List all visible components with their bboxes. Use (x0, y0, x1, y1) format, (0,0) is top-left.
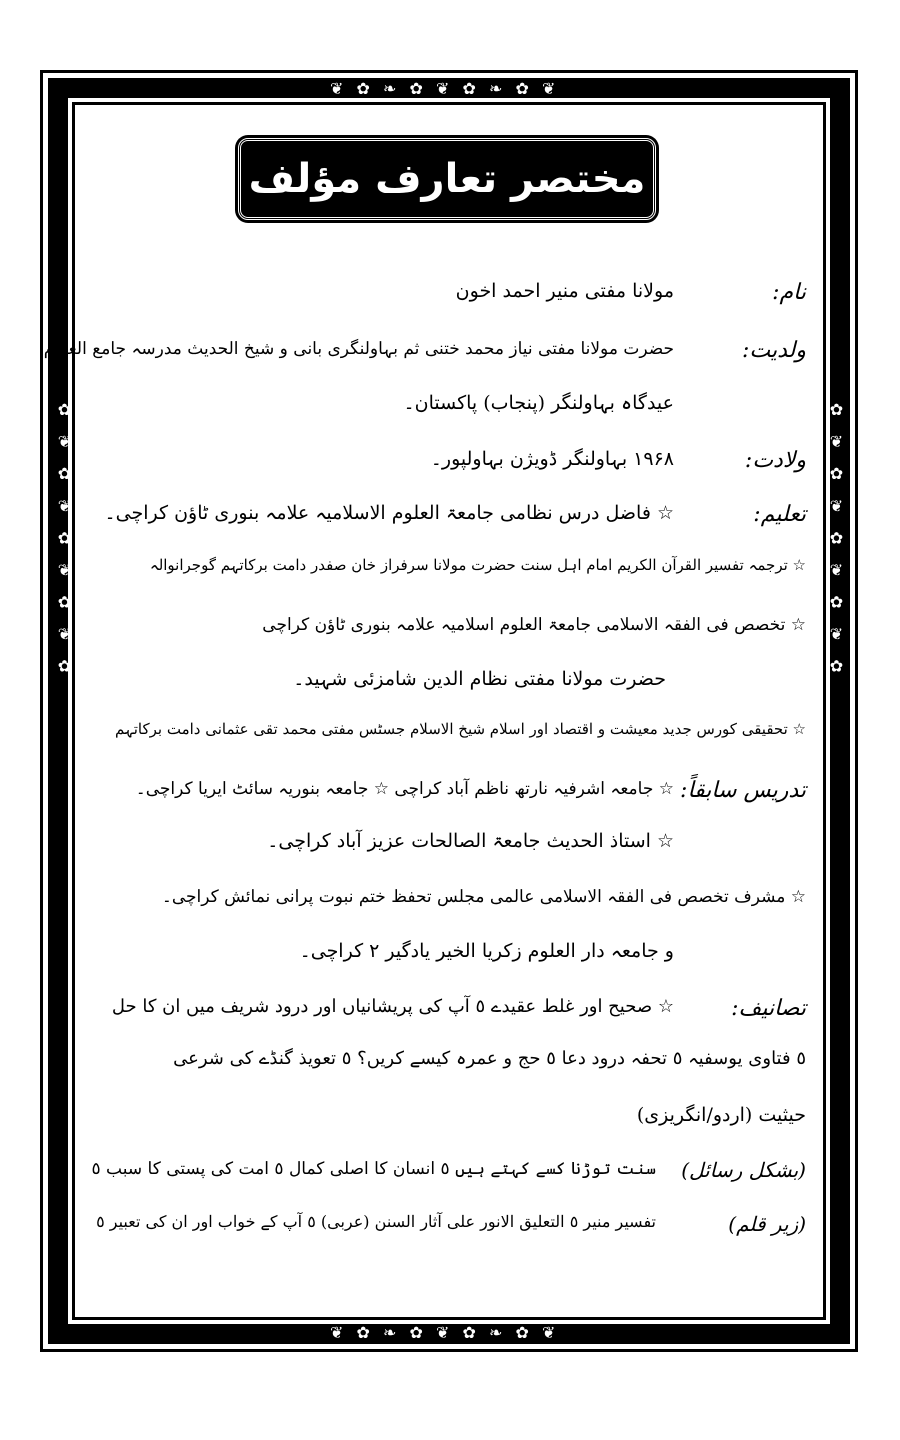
name-row (92, 280, 806, 314)
in-progress-value: تفسیر منیر ٥ التعلیق الانور علی آثار السنن (عربی) ٥ آپ کے خواب اور ان کی تعبیر ٥ (96, 1212, 656, 1231)
works-item-2: ٥ فتاوی یوسفیہ ٥ تحفہ درود دعا ٥ حج و عمرہ کیسے کریں؟ ٥ تعویذ گنڈے کی شرعی (173, 1048, 806, 1069)
education-item-5: ☆ تحقیقی کورس جدید معیشت و اقتصاد اور اسلام شیخ الاسلام جسٹس مفتی محمد تقی عثمانی دامت برکاتہم (114, 720, 806, 738)
works-item-1: ☆ صحیح اور غلط عقیدے ٥ آپ کی پریشانیاں اور درود شریف میں ان کا حل (111, 996, 674, 1017)
booklets-row (92, 1158, 806, 1192)
teaching-row (92, 778, 806, 812)
education-label: تعلیم: (753, 502, 806, 527)
name-value: مولانا مفتی منیر احمد اخون (455, 280, 674, 302)
parentage-row-2 (92, 392, 806, 426)
education-item-1: ☆ فاضل درس نظامی جامعۃ العلوم الاسلامیہ علامہ بنوری ٹاؤن کراچی۔ (104, 502, 674, 524)
education-item-3: ☆ تخصص فی الفقہ الاسلامی جامعۃ العلوم اسلامیہ علامہ بنوری ٹاؤن کراچی (262, 615, 806, 635)
right-ornament: ✿ ❦ ✿ ❦ ✿ ❦ ✿ ❦ ✿ (827, 400, 846, 680)
birth-label: ولادت: (744, 448, 806, 473)
birth-value: ۱۹۶۸ بہاولنگر ڈویژن بہاولپور۔ (430, 448, 674, 470)
parentage-row (43, 338, 806, 372)
birth-row (92, 448, 806, 482)
works-row (92, 996, 806, 1030)
education-item-4: حضرت مولانا مفتی نظام الدین شامزئی شہید۔ (293, 668, 666, 690)
teaching-item-4: و جامعہ دار العلوم زکریا الخیر یادگیر ۲ کراچی۔ (299, 940, 674, 962)
teaching-row-4 (92, 940, 806, 974)
title-banner (238, 138, 656, 220)
bottom-ornament: ❦ ✿ ❧ ✿ ❦ ✿ ❧ ✿ ❦ (330, 1323, 560, 1342)
education-item-2: ☆ ترجمہ تفسیر القرآن الکریم امام اہل سنت حضرت مولانا سرفراز خان صفدر دامت برکاتہم گوجرانوالہ (149, 556, 806, 574)
education-row (92, 502, 806, 536)
left-ornament: ✿ ❦ ✿ ❦ ✿ ❦ ✿ ❦ ✿ (55, 400, 74, 680)
works-label: تصانیف: (731, 996, 806, 1021)
in-progress-row (92, 1212, 806, 1246)
teaching-item-2: ☆ استاذ الحدیث جامعۃ الصالحات عزیز آباد کراچی۔ (267, 830, 674, 852)
page-title: مختصر تعارف مؤلف (248, 156, 646, 202)
teaching-label: تدریس سابقاً: (680, 778, 806, 803)
education-row-3 (92, 614, 806, 648)
booklets-value: سنت توڑنا کسے کہتے ہیں ٥ انسان کا اصلی کمال ٥ امت کی پستی کا سبب ٥ (91, 1159, 656, 1179)
works-row-3 (92, 1104, 806, 1138)
parentage-line-2: عیدگاہ بہاولنگر (پنجاب) پاکستان۔ (403, 392, 674, 414)
education-row-4 (92, 668, 806, 702)
education-row-5 (92, 720, 806, 754)
top-ornament: ❦ ✿ ❧ ✿ ❦ ✿ ❧ ✿ ❦ (330, 79, 560, 98)
in-progress-label: (زیر قلم) (728, 1212, 806, 1236)
parentage-label: ولدیت: (741, 338, 806, 363)
works-row-2 (92, 1048, 806, 1082)
booklets-label: (بشکل رسائل) (681, 1158, 806, 1182)
name-label: نام: (772, 280, 806, 305)
teaching-item-1: ☆ جامعہ اشرفیہ نارتھ ناظم آباد کراچی ☆ جامعہ بنوریہ سائٹ ایریا کراچی۔ (135, 779, 674, 799)
education-row-2 (92, 556, 806, 590)
teaching-item-3: ☆ مشرف تخصص فی الفقہ الاسلامی عالمی مجلس تحفظ ختم نبوت پرانی نمائش کراچی۔ (161, 887, 806, 907)
works-item-3: حیثیت (اردو/انگریزی) (636, 1104, 806, 1126)
teaching-row-2 (92, 830, 806, 864)
parentage-line-1: حضرت مولانا مفتی نیاز محمد ختنی ثم بہاولنگری بانی و شیخ الحدیث مدرسہ جامع العلوم (43, 339, 674, 359)
teaching-row-3 (92, 886, 806, 920)
